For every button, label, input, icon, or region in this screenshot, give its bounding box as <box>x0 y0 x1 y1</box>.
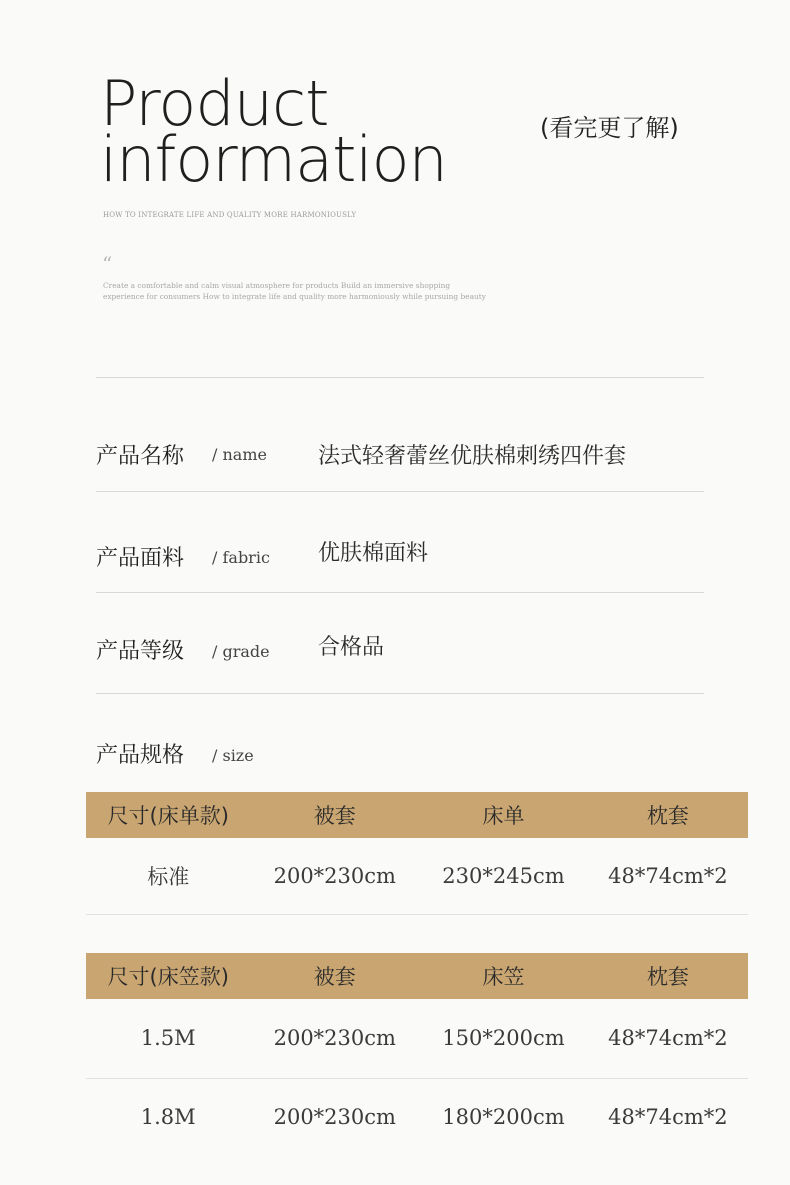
field-en-grade: / grade <box>212 642 270 661</box>
quote-icon: “ <box>102 252 113 276</box>
table-cell: 200*230cm <box>250 838 419 914</box>
table-row <box>86 838 748 914</box>
table-header-cell: 枕套 <box>588 953 748 999</box>
divider <box>96 592 704 593</box>
table-cell: 48*74cm*2 <box>588 999 748 1078</box>
table-cell: 180*200cm <box>442 1105 565 1130</box>
table-header-row <box>86 953 748 999</box>
field-value-fabric: 优肤棉面料 <box>318 541 429 566</box>
table-row <box>86 999 748 1078</box>
table-header-cell: 被套 <box>250 792 419 838</box>
title-line-1: Product <box>100 67 329 140</box>
table-header-cell: 床笠 <box>419 953 588 999</box>
description: Create a comfortable and calm visual atmosphere for products Build an immersive shopping experience for consumers How to integrate life and quality more harmoniously while pursuing beauty <box>103 281 486 301</box>
divider <box>96 377 704 378</box>
table-header-cell: 被套 <box>250 953 419 999</box>
table-cell: 200*230cm <box>273 1105 396 1130</box>
table-cell: 230*245cm <box>419 838 588 914</box>
divider <box>96 491 704 492</box>
field-label-fabric: 产品面料 <box>96 546 185 571</box>
read-more-hint: (看完更了解) <box>540 114 679 142</box>
field-label-size: 产品规格 <box>96 743 185 768</box>
divider <box>96 693 704 694</box>
field-en-size: / size <box>212 746 254 765</box>
table-cell: 48*74cm*2 <box>608 1105 728 1130</box>
page-title <box>100 67 447 196</box>
field-en-name: / name <box>212 445 267 464</box>
table-cell: 48*74cm*2 <box>588 838 748 914</box>
table-header-cell: 尺寸(床笠款) <box>86 953 250 999</box>
table-cell: 标准 <box>86 838 250 914</box>
field-en-fabric: / fabric <box>212 548 270 567</box>
size-table-sheet <box>86 792 748 915</box>
table-header-cell: 床单 <box>419 792 588 838</box>
table-header-cell: 枕套 <box>588 792 748 838</box>
table-cell: 150*200cm <box>419 999 588 1078</box>
field-value-grade: 合格品 <box>318 635 385 660</box>
title-line-2: information <box>100 123 447 196</box>
table-row <box>86 1078 748 1156</box>
table-cell: 200*230cm <box>250 999 419 1078</box>
table-cell: 1.5M <box>86 999 250 1078</box>
size-table-fitted <box>86 953 748 1156</box>
table-cell: 1.8M <box>140 1105 196 1130</box>
field-label-name: 产品名称 <box>96 444 185 469</box>
table-header-row <box>86 792 748 838</box>
field-value-name: 法式轻奢蕾丝优肤棉刺绣四件套 <box>318 444 627 469</box>
field-label-grade: 产品等级 <box>96 639 185 664</box>
tagline: HOW TO INTEGRATE LIFE AND QUALITY MORE HARMONIOUSLY <box>103 211 357 219</box>
table-header-cell: 尺寸(床单款) <box>86 792 250 838</box>
